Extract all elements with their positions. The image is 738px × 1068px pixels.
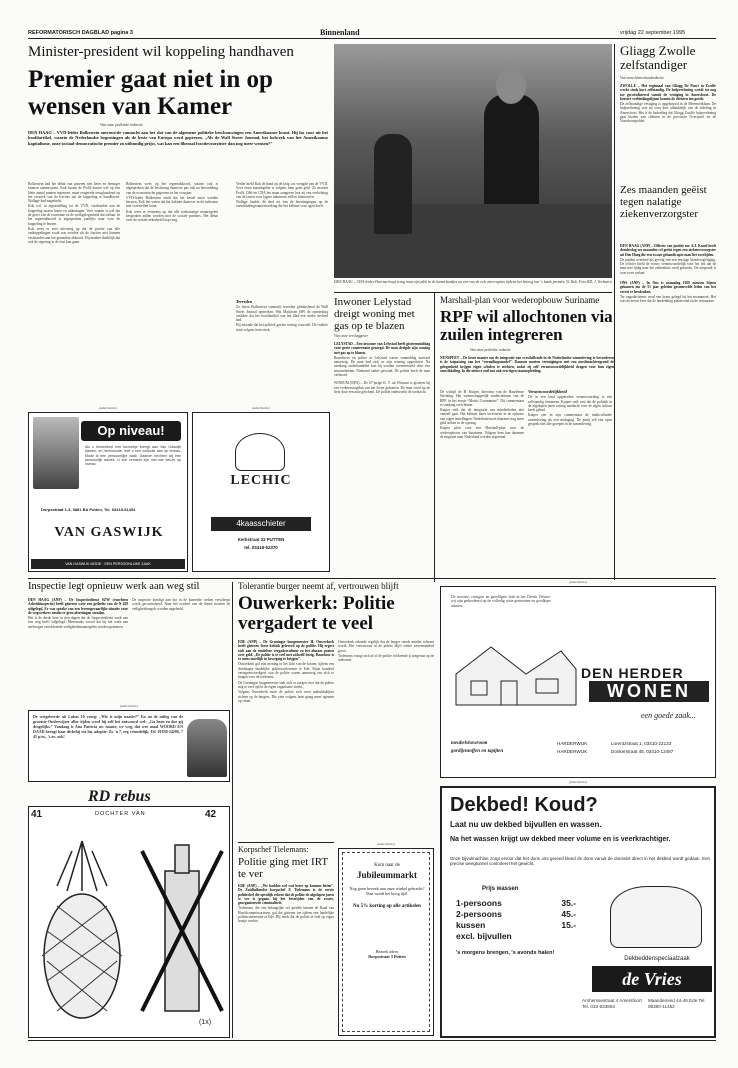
- dekbed-hours: 's morgens brengen, 's avonds halen!: [456, 950, 555, 956]
- inspectie-col-2: [132, 598, 230, 702]
- rpf-headline: RPF wil allochtonen via zuilen integreren: [440, 307, 613, 344]
- price-label: kussen: [456, 920, 486, 930]
- denherder-left-2: gordijnstoffen en tapijten: [451, 749, 504, 754]
- ouwerkerk-p4: Ouwerkerk erkende tegelijk dat de burger steeds minder tolerant wordt. Het vertrouwen in de politie blijft echter onverminderd groot.: [338, 640, 434, 653]
- dekbed-special: Dekbeddenspeciaalzaak: [624, 956, 690, 962]
- korpschef-headline: Politie ging met IRT te ver: [238, 856, 328, 880]
- lechic-sub: 4kaasschieter: [211, 517, 311, 531]
- rpf-p5: Kuiper ziet in zijn commentaar de multiculturele samenleving als een uitdaging. De partij wil een open gesprek met alle groepen in de samenleving.: [528, 413, 612, 427]
- inwoner-headline: Inwoner Lelystad dreigt woning met gas op te blazen: [334, 296, 415, 332]
- price-row: [456, 909, 576, 920]
- woord-en-daad-text: De wetgeleerde uit Lukas 10 vroeg: „Wie is mijn naaste?” En na de uitleg van de grootste Onderwijzer aller tijden werd hij zelf het antwoord wel: „Ga heen en doe gij desgelijks.” Vandaag is Ana Patricia uw naaste, we weg, dat wee maal WOORD EN DAAD brengt haar dichtbij via lin, adoptie. Zo ’n 7, erg vriendelijk, Tel. 01830-24286, 7 45 p/m., ’s av. ook!: [33, 715, 183, 739]
- photo1-caption-text: DEN HAAG – CDA-leider Heerma loopt terug naar zijn plek in de kamerbankjes na een van de vele interrupties tijdens het betoog van 's lands premier, W. Kok.: [334, 280, 578, 284]
- ad-dekbed[interactable]: [440, 786, 716, 1038]
- lead-p6: Kok wees er eveneens op dat alle toekomstige maatregelen besproken zullen worden met de sociale partners. Het debat over de sociale zekerheid loopt nog.: [126, 209, 218, 223]
- denherder-brand-top: DEN HERDER: [581, 665, 684, 681]
- rpf-p3: Kuiper pleit voor een Marshall-plan voor de wederopbouw van Suriname. Volgens hem kan daarmee de migratie naar Nederland worden afgeremd.: [440, 426, 524, 439]
- inspectie-p1: Het is de derde keer in tien dagen dat de Inspectiedienst werk aan een weg heeft stilgelegd. Meermaals vooral dat bij het werk aan snelwegen onvoldoende veiligheidsmaatregelen worden genomen.: [28, 616, 128, 629]
- house-drawing: [451, 639, 581, 709]
- mid-rule-1: [334, 292, 612, 293]
- kamer-photo: [334, 44, 612, 278]
- inwoner-text: Brandweer en politie in Lelystad waren vanmiddag massaal aanwezig. De man had zich in zijn woning opgesloten. Na urenlang onderhandelen kon hij worden overmeesterd door een arrestatieteam. Niemand raakte gewond. De politie heeft de man verhoord.: [334, 355, 430, 378]
- korpschef-text: Tielemans, die een belangrijke rol speelde binnen de Raad van Hoofdcommissarissen, gaf dat gisteren toe tijdens een landelijke politieconferentie te Ede. Hij vindt dat de politie te veel op eigen houtje werkte.: [238, 906, 334, 924]
- rebus-left-number: 41: [31, 809, 43, 820]
- vangaswijk-tagline: VAN GASWIJK MODE · EEN PERSOONLIJKE ZAAK: [31, 559, 185, 569]
- masthead-paper: REFORMATORISCH DAGBLAD pagina 3: [28, 30, 133, 36]
- korpschef-rule: [238, 842, 334, 843]
- rpf-rule: [434, 292, 435, 582]
- denherder-intro: De mooiste, rustigste en gezelligste vlak in het Drents Veluwe: wij zijn gedoodeerd op de volledig witte gesteenten en goedkope ruimtes.: [451, 595, 551, 608]
- lead-lede: DEN HAAG – VVD-leider Bolkestein ontvouwde vannacht aan het slot van de algemene politieke beschouwingen een Amerikaanse kraut. Hij las voor uit het hoofdartikel, waarin de Nederlandse begrotingen als de beste van Europa werd geprezen. „Als de Wall Street Journal, het bolwerk van het Amerikaanse kapitalisme, onze sociaal-democratische premier zo uitbundig prijst, wat kan een liberaal fractievoorzitter dan nog meer wensen?”: [28, 130, 328, 146]
- rpf-col-2: [528, 390, 612, 576]
- denherder-addr-1: Lorentzstraat 1, 03410-22133: [611, 741, 672, 746]
- dekbed-headline: Dekbed! Koud?: [450, 794, 598, 816]
- jubileum-line-3: Nog goen bezoek aan onze winkel gebracht?: [349, 886, 425, 891]
- inspectie-col-1: [28, 598, 128, 702]
- zes-headline: Zes maanden geëist tegen nalatige ziekenverzorgster: [620, 184, 707, 220]
- photo-figure-head: [496, 68, 526, 104]
- jubileum-line-6: Bezoek adres: [375, 949, 399, 954]
- denherder-tagline: een goede zaak...: [641, 711, 696, 720]
- lead-p8: Wallage haalde dit deel uit van de bezuinigingen op de ontwikkelingssamenwerking die het kabinet voor ogen heeft.: [236, 200, 328, 209]
- inspectie-lede: DEN HAAG (ANP) – De Inspectiedienst SZW (voorheen Arbeidsinspectie) heeft gisteren weer een gedeelte van de N 458 stilgelegd. Er was sprake van een levensgevaarlijke situatie voor de wegwerkers omdat er geen afzettingen stonden.: [28, 598, 128, 615]
- ad-lechic[interactable]: [192, 412, 330, 572]
- dekbed-bold2: Na het wassen krijgt uw dekbed meer volume en is veerkrachtiger.: [450, 836, 671, 843]
- lead-p7: Verder hield Kok de hand op de knip, tot vreugde van de VVD. Voor extra maatregelen is volgens hem geen geld. Zo moeten PvdA, D66 en CDA het maar aangeven hoe zij een verlichting van de lasten voor lagere inkomens willen financieren.: [236, 182, 328, 199]
- vangaswijk-photo: [33, 417, 79, 489]
- ouwerkerk-p2: De Groningse burgemeester stelt zich er zorgen over dat de politie nog te veel tijd in de eigen organisatie steekt.: [238, 680, 334, 689]
- ad-label-2: (advertentie): [252, 406, 270, 410]
- gliagg-headline: Gliagg Zwolle zelfstandiger: [620, 43, 696, 72]
- photo-figure-2: [374, 134, 412, 234]
- lead-headline: Premier gaat niet in op wensen van Kamer: [28, 66, 273, 120]
- ouwerkerk-kicker: Tolerantie burger neemt af, vertrouwen blijft: [238, 581, 399, 591]
- lead-col-1: [28, 182, 120, 404]
- ouwerkerk-p3: Volgens Ouwerkerk moet de politie zich weer nadrukkelijker richten op de burgers. Die zien volgens hem graag meer agenten op straat.: [238, 690, 334, 703]
- lead-kicker: Minister-president wil koppeling handhaven: [28, 44, 294, 60]
- ad-label-4: (advertentie): [377, 842, 395, 846]
- lead-col-terreden: [236, 300, 328, 404]
- ad-label-6: (advertentie): [569, 780, 587, 784]
- korpschef-kicker: Korpschef Tielemans:: [238, 845, 309, 854]
- ouwerkerk-lede: EDE (ANP) – De Groningse burgemeester H. Ouwerkerk heeft gisteren forse kritiek geleverd op de politie. Hij ergert zich aan de eindeloze vergadercultuur en het almaar praten over geld. „De politie is te veel met zichzelf bezig. Daardoor is er soms moeilijk in beweging te krijgen”.: [238, 640, 334, 662]
- gliagg-body: [620, 84, 716, 176]
- lechic-brand: LECHIC: [230, 473, 292, 488]
- ad-label-1: (advertentie): [99, 406, 117, 410]
- denherder-city-1: HARDERWIJK: [557, 741, 588, 746]
- korpschef-lede: EDE (ANP) – „We hadden wel wat beter op kunnen letten”. De Zuidhollandse korpschef F. Tielemans is de eerste politiechef die openlijk erkent dat de politie de afgelopen jaren te ver is gegaan bij het bestrijden van de zware, georganiseerde criminaliteit.: [238, 884, 334, 906]
- price-value: 35.-: [561, 898, 576, 908]
- price-row: [456, 898, 576, 909]
- rpf-col-1: [440, 390, 524, 576]
- zes-lede: DEN HAAG (ANP) – Officier van justitie mr. A.J. Knoef heeft donderdag zes maanden cel geëist tegen een ziekenverzorgster uit Den Haag die een zwaar gehandicapte man liet overlijden.: [620, 244, 716, 257]
- ad-label-3: (advertentie): [120, 704, 138, 708]
- masthead-rule: [28, 38, 716, 39]
- price-value: 15.-: [561, 920, 576, 930]
- zes-body: [620, 244, 716, 474]
- price-label: 1-persoons: [456, 898, 502, 908]
- rpf-subhead: Verantwoordelijkheid: [528, 390, 567, 394]
- vangaswijk-body: Als u binnenkort een bezoekje brengt aan Van Gaswijk dames- en herenmode, treft u een collectie aan op niveau. Mode is een persoonlijke zaak. Daarom hechten wij een persoonlijk advies. U zult versteld zijn met wie keuze op niveau.: [85, 445, 181, 467]
- jubileum-line-4: Dan wordt het hoog tijd!: [366, 891, 408, 896]
- rpf-p4: De in een land opgetreden verantwoording is een zelfstandig fenomeen. Kuiper stelt vast dat de politiek in de afgelopen jaren weinig aandacht voor de eigen cultuur heeft gehad.: [528, 395, 612, 413]
- lead-p4: Bolkestein wees op het regeerakkoord, waarin ook is afgesproken dat de beslissing daarover pas valt na beoordeling van de economische gegevens in het voorjaar.: [126, 182, 218, 195]
- inwoner-lede: LELYSTAD – Een inwoner van Lelystad heeft gisterenmiddag voor grote consternatie gezorgd. De man dreigde zijn woning met gas op te blazen.: [334, 342, 430, 355]
- korpschef-body: [238, 884, 334, 1036]
- lead-p5: VVD-leider Bolkestein vindt dat het bestel moet worden herzien. Kok liet weten dat het kabinet daarover in de toekomst met voorstellen komt.: [126, 195, 218, 209]
- crossed-bottle-drawing: [137, 831, 227, 1031]
- masthead-date: vrijdag 22 september 1995: [620, 30, 686, 36]
- rpf-p2: Kuiper stelt dat de integratie van minderheden niet vanzelf gaat. Het kabinet moet investeren in de opbouw van eigen instellingen. Nederland moet daarmee nog meer geld steken in de opvang.: [440, 408, 524, 426]
- jubileum-line-7: Dorpsstraat 3 Putten: [368, 954, 406, 959]
- lead-p10: Hij erkende dat het politiek gezien weinig voorstelt. De coalitie staat volgens hem sterk.: [236, 323, 328, 332]
- lead-p9: Zo lieten Bolkestein vannacht tevreden glimlachend de Wall Street Journal opmerken. Wat Matijssen (SP) de opmerking ontlokte dat het hoofdartikel van het blad een sterke invloed had.: [236, 305, 328, 323]
- dekbed-sub: Laat nu uw dekbed bijvullen en wassen.: [450, 820, 602, 829]
- terreden-heading: Terreden: [236, 300, 253, 304]
- ad-label-5: (advertentie): [569, 580, 587, 584]
- jubileum-line-5: Nu 5% korting op alle artikelen: [353, 904, 421, 909]
- lechic-phone: tel. 03418-52370: [244, 545, 278, 550]
- woord-en-daad-photo: [187, 719, 227, 777]
- right-col-rule: [614, 44, 615, 580]
- jubileum-line-2: Jubileummarkt: [356, 870, 417, 880]
- gliagg-lede: ZWOLLE – Het regionaal van Gliagg De Poort in Zwolle werkt sinds kort zelfstandig. De hulpverlening wordt tot nog toe gecoördineerd vanuit de vestiging in Amersfoort. De kortere verbindingslijnen komen de cliënten ten goede.: [620, 84, 716, 101]
- rebus-title: RD rebus: [88, 788, 151, 805]
- ouwerkerk-p1: Ouwerkerk gaf zijn mening in het licht van de kosten, tijdens een driedaagse landelijke politieconferentie te Ede. Bijna honderd vertegenwoordigers van de politie waren aanwezig om zich te buigen over de toekomst.: [238, 662, 334, 680]
- zes-text: De patiënt overleed als gevolg van een ernstige bloedvergiftiging. De officier hield de vrouw verantwoordelijk voor het feit dat de man niet tijdig naar het ziekenhuis werd gebracht. De uitspraak is over twee weken.: [620, 257, 716, 275]
- inwoner-byline: Van onze verslaggever: [334, 334, 369, 338]
- rpf-byline: Van onze politieke redactie: [470, 348, 511, 352]
- dekbed-addr-left: Arnhemsestraat 4 Amersfoort Tel. 033-633863: [582, 998, 642, 1009]
- footer-rule: [28, 1040, 716, 1041]
- dekbed-brand: de Vries: [592, 966, 712, 992]
- price-row: [456, 931, 576, 942]
- lead-col-2: [126, 182, 218, 404]
- rpf-p1: De schrijft de B. Kuiper, directeur van de Haarlemse Stichting. Het wetenschappelijk studiecentrum van de RPF, in het eerste “Mortis Contramine”. Dit commentaar is vandaag verschenen.: [440, 390, 524, 407]
- denherder-city-2: HARDERWIJK: [557, 749, 588, 754]
- ad-denherder[interactable]: [440, 586, 716, 778]
- pineapple-drawing: [37, 831, 127, 1031]
- denherder-left-1: meubelshowroom: [451, 741, 488, 746]
- ouwerkerk-col-2: [338, 640, 434, 838]
- ouwerkerk-left-rule: [232, 582, 233, 1038]
- ouwerkerk-col-1: [238, 640, 334, 838]
- gliagg-text: De zelfstandige vestiging is opgebouwd in de Meenwerklaan. De hulpverlening was tot voor kort afhankelijk van de afdeling in Amersfoort. Het is de bedoeling dat Gliagg Zwolle hulpverlening gaat bieden aan cliënten in de provincie Overijssel en de Noordoostpolder.: [620, 102, 716, 124]
- price-row: [456, 920, 576, 931]
- rebus-marker: (1x): [199, 1019, 212, 1026]
- dekbed-price-title: Prijs wassen: [482, 886, 519, 892]
- lead-p2: Kok wil, in tegenstelling tot de VVD, vasthouden aan de koppeling tussen lonen en uitkeringen. Voor waarin is wel dat de groei van de economie en de werkgelegenheid dat toelaat. In het regeerakkoord is afgesproken jaarlijks naar voor de koppeling te bezien.: [28, 204, 120, 226]
- ad-woord-en-daad[interactable]: [28, 710, 230, 782]
- inspectie-headline: Inspectie legt opnieuw werk aan weg stil: [28, 581, 200, 592]
- price-value: 45.-: [561, 909, 576, 919]
- price-label: 2-persoons: [456, 909, 502, 919]
- jubileum-line-1: Kom naar de: [374, 863, 400, 868]
- vangaswijk-brand: VAN GASWIJK: [54, 525, 164, 540]
- rebus-right-number: 42: [205, 809, 217, 820]
- ouwerkerk-p5: Tielemans vraagt zich af of de politie voldoende is toegerust op de toekomst.: [338, 653, 434, 663]
- ad-jubileum[interactable]: [338, 848, 434, 1036]
- dekbed-logo-icon: [610, 886, 702, 948]
- rpf-kicker: Marshall-plan voor wederopbouw Suriname: [440, 295, 600, 305]
- dekbed-addr-right: Maandereind 44-46 Ede Tel. 08380-11452: [648, 998, 706, 1009]
- vangaswijk-banner: Op niveau!: [81, 421, 181, 441]
- lead-p3: Kok wees er zeer uitvoerig op dat de positie van alle ontkoppelingen zwak zou worden als de fracties niet kunnen vasthouden aan het gemaakte akkoord. Hij maakte duidelijk dat ook de regering in de fout kan gaan.: [28, 226, 120, 244]
- ons-lede: ONS (ANP) – In Ons is maandag 1050 mensen bijeen gekomen om de 51 jaar geleden gesneuvelde leden van het verzet te herdenken.: [620, 281, 716, 294]
- denherder-addr-2: Donkerstraat 45, 03410-12487: [611, 749, 674, 754]
- price-label: excl. bijvullen: [456, 931, 512, 941]
- lechic-address: Kerkstraat 32 PUTTEN: [237, 537, 285, 542]
- ad-vangaswijk[interactable]: [28, 412, 188, 572]
- gliagg-byline: Van onze binnenlandredactie: [620, 76, 664, 80]
- vangaswijk-address: Dorpsstraat 1-3, 3881 BA Putten, Tel. 03418-51404: [41, 507, 136, 512]
- rpf-lede: NUNSPEET – De beste manier om de integratie van verschillende in de Nederlandse samenleving te bevorderen is de toepassing van het “verzuilingsmodel”. Daarom moeten verenigingen met een moslimachtergrond de gelegenheid krijgen eigen scholen te stichten, zodat zij zelf verantwoordelijkheid dragen voor hun eigen ontwikkeling. In die nieuwe zuil zou ook een eigen staatsopleiding.: [440, 356, 614, 373]
- winsum-text: WINSUM (DPA) – De 67-jarige K. T. uit Winsum is gisteren bij een verkeersongeluk om het leven gekomen. De man werd op de fiets door een auto geschept. De politie onderzoekt de toedracht.: [334, 381, 430, 394]
- lead-p1: Bolkestein had het debat van gisteren niet beter en feestiger kunnen samenvatten. Kok kwam de PvdA-fractie wel op een klein aantal punten tegemoet, maar reageerde terughoudend op het verzoek van de fracties om de koppeling te handhaven. Wallage had nagedacht.: [28, 182, 120, 204]
- dekbed-prices: [456, 898, 576, 942]
- ouwerkerk-headline: Ouwerkerk: Politie vergadert te veel: [238, 593, 395, 634]
- photo1-credit: Foto RD, J. Verbaarn: [578, 280, 612, 284]
- dekbed-body: Onze bijvulmachine zorgt ervoor dat het dons ons gereed kleed de dons vanuit de donsslot direct in het dekbed wordt gedaan. Een precise weegtunnel controleert het gewicht.: [450, 856, 710, 867]
- rebus-caption: DOCHTER VAN: [95, 811, 146, 817]
- lower-rule: [28, 578, 716, 579]
- jubileum-lines: [347, 863, 427, 959]
- denherder-brand-bottom: WONEN: [589, 681, 709, 702]
- inwoner-body: [334, 342, 430, 490]
- inspectie-p2: De inspectie kondigt aan dat in de komende weken verscherpt wordt gecontroleerd. Naar het oordeel van de dienst moeten de veiligheidsregels worden nageleefd.: [132, 598, 230, 611]
- ons-text: Ter nagedachtenis werd een krans gelegd bij het monument. Het was de eerste keer dat de herdenking plaatsvond na de restauratie.: [620, 294, 716, 304]
- lechic-logo-icon: [235, 433, 285, 471]
- masthead-section: Binnenland: [320, 28, 360, 37]
- rebus-frame: [28, 806, 230, 1038]
- lead-byline: Van onze politieke redactie: [100, 122, 144, 127]
